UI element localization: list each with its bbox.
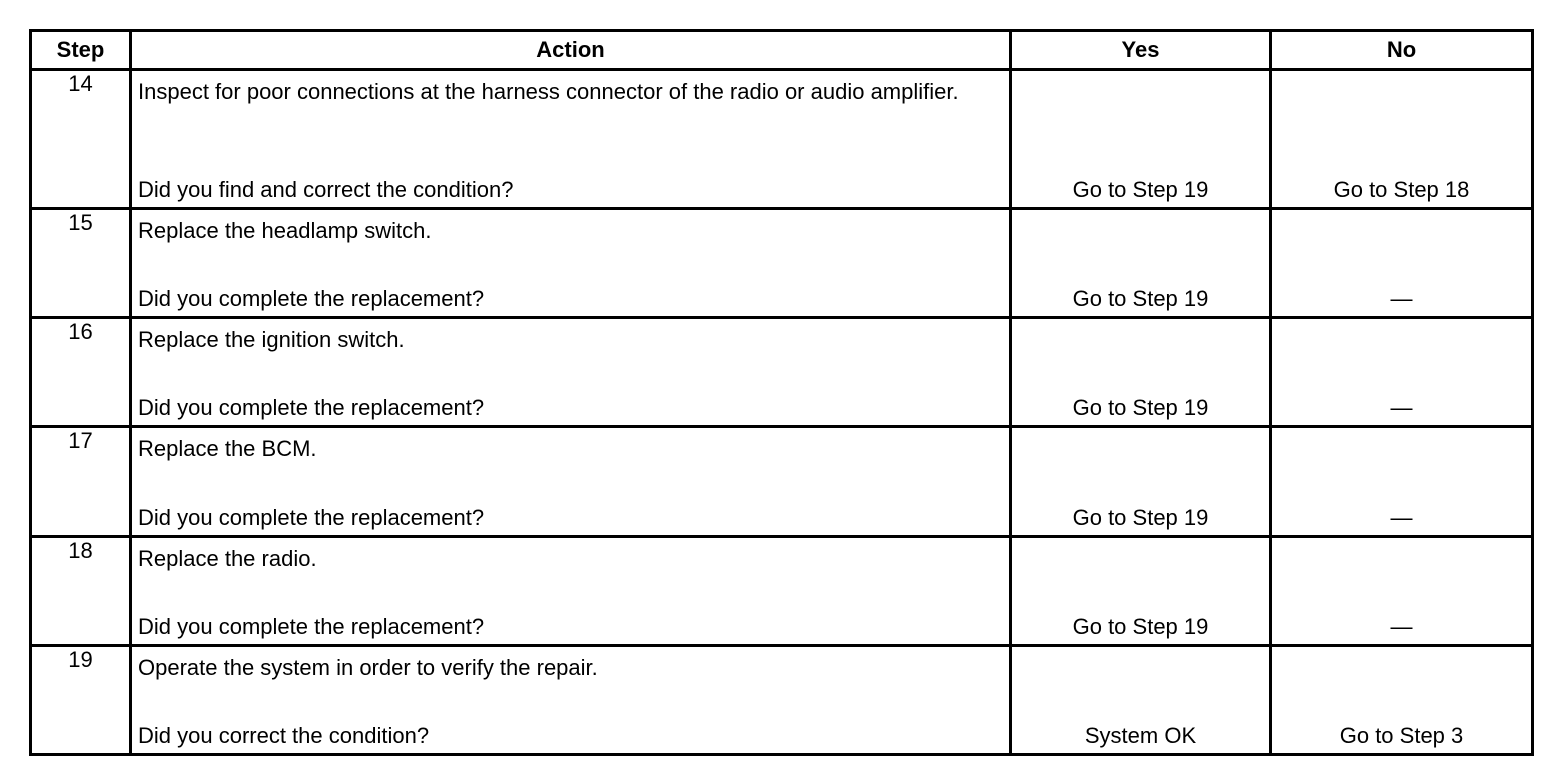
action-question: Did you complete the replacement? (138, 504, 485, 530)
table-row (31, 645, 1533, 754)
action-cell (131, 318, 1011, 427)
diagnostic-table (29, 29, 1534, 756)
no-result: Go to Step 3 (1339, 723, 1464, 748)
no-cell (1271, 536, 1533, 645)
step-number: 16 (31, 318, 131, 427)
header-action: Action (131, 31, 1011, 70)
action-cell (131, 645, 1011, 754)
yes-cell (1011, 536, 1271, 645)
action-question: Did you find and correct the condition? (138, 177, 514, 203)
action-instruction: Replace the headlamp switch. (138, 218, 432, 244)
no-result: — (1390, 504, 1413, 530)
action-question: Did you complete the replacement? (138, 613, 485, 639)
yes-cell (1011, 318, 1271, 427)
step-number: 15 (31, 209, 131, 318)
yes-result: System OK (1084, 723, 1197, 748)
no-cell (1271, 70, 1533, 209)
action-instruction: Replace the ignition switch. (138, 327, 405, 353)
yes-result: Go to Step 19 (1072, 286, 1209, 312)
table-row (31, 318, 1533, 427)
step-number: 18 (31, 536, 131, 645)
table-row (31, 427, 1533, 536)
action-instruction: Replace the BCM. (138, 436, 317, 462)
yes-result: Go to Step 19 (1072, 395, 1209, 421)
step-number: 19 (31, 645, 131, 754)
action-question: Did you correct the condition? (138, 723, 430, 748)
header-no: No (1271, 31, 1533, 70)
action-cell (131, 70, 1011, 209)
action-cell (131, 536, 1011, 645)
action-instruction: Inspect for poor connections at the harness connector of the radio or audio amplifier. (138, 79, 959, 104)
yes-result: Go to Step 19 (1072, 504, 1209, 530)
no-cell (1271, 427, 1533, 536)
yes-cell (1011, 70, 1271, 209)
no-result: — (1390, 395, 1413, 421)
yes-result: Go to Step 19 (1072, 613, 1209, 639)
yes-result: Go to Step 19 (1072, 177, 1209, 203)
action-question: Did you complete the replacement? (138, 286, 485, 312)
action-instruction: Operate the system in order to verify the repair. (138, 654, 598, 680)
no-cell (1271, 645, 1533, 754)
action-cell (131, 427, 1011, 536)
yes-cell (1011, 209, 1271, 318)
table-row (31, 209, 1533, 318)
no-result: — (1390, 613, 1413, 639)
no-result: — (1390, 286, 1413, 312)
action-question: Did you complete the replacement? (138, 395, 485, 421)
header-step: Step (31, 31, 131, 70)
yes-cell (1011, 427, 1271, 536)
header-row (31, 31, 1533, 70)
yes-cell (1011, 645, 1271, 754)
no-cell (1271, 209, 1533, 318)
table-row (31, 70, 1533, 209)
step-number: 14 (31, 70, 131, 209)
no-result: Go to Step 18 (1333, 177, 1470, 203)
action-cell (131, 209, 1011, 318)
no-cell (1271, 318, 1533, 427)
action-instruction: Replace the radio. (138, 545, 317, 571)
header-yes: Yes (1011, 31, 1271, 70)
table-row (31, 536, 1533, 645)
step-number: 17 (31, 427, 131, 536)
